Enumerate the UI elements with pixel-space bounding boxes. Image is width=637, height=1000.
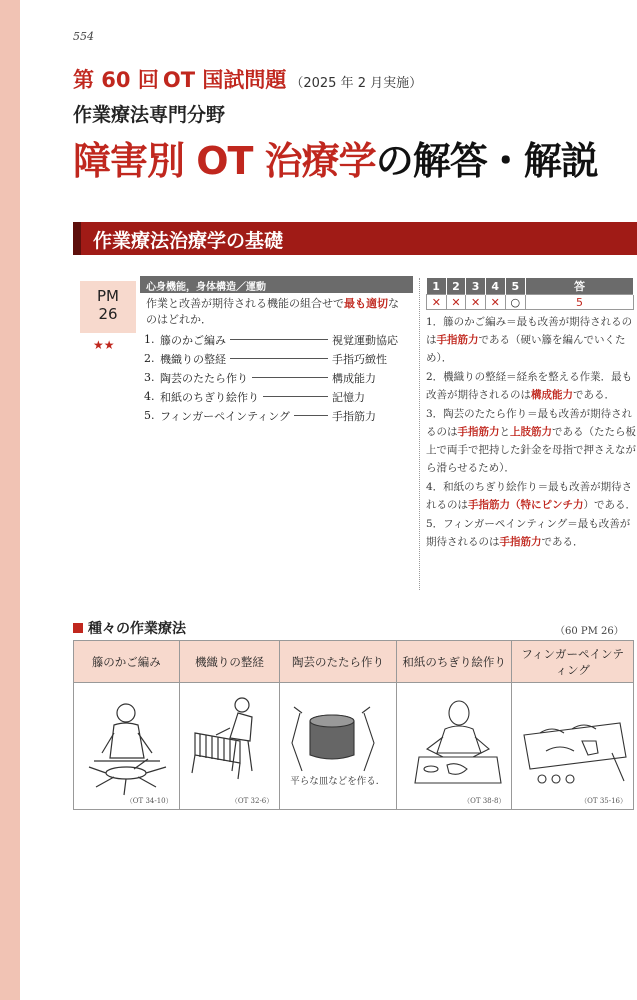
subsection-ref: （60 PM 26） (555, 626, 624, 637)
warping-illustration (180, 683, 281, 810)
table-column (280, 641, 397, 809)
explanation-highlight: 構成能力 (531, 389, 573, 401)
option-number: 1. (144, 333, 155, 346)
option-number: 2. (144, 352, 155, 365)
side-color-strip (0, 0, 20, 1000)
grid-mark-cell: ✕ (427, 295, 447, 310)
table-column (397, 641, 513, 809)
option-dash (230, 339, 328, 340)
option-activity: 籐のかご編み (160, 333, 226, 347)
explanation-text: である． (541, 536, 584, 548)
explanation-text: 1．籐のかご編み＝最も改善が期待されるのは (426, 316, 633, 346)
option-activity: 和紙のちぎり絵作り (160, 390, 259, 404)
explanation-item (426, 313, 636, 367)
explanation-text: 3．陶芸のたたら作り＝最も改善が期待されるのは (426, 408, 633, 438)
basket-weaving-illustration (74, 683, 180, 810)
option-4 (144, 387, 414, 406)
explanation-text: 2．機織りの整経＝経糸を整える作業．最も改善が期待されるのは (426, 371, 633, 401)
finger-painting-illustration (512, 683, 633, 810)
question-category: 心身機能，身体構造／運動 (140, 276, 413, 293)
page-number: 554 (73, 30, 94, 43)
question-text-a: 作業と改善が期待される機能の組合せで (146, 297, 344, 310)
option-dash (263, 396, 328, 397)
option-number: 3. (144, 371, 155, 384)
grid-header-cell: 2 (446, 278, 466, 295)
option-function: 構成能力 (332, 371, 376, 385)
explanation-highlight: 上肢筋力 (510, 426, 552, 438)
column-header: 和紙のちぎり絵作り (397, 641, 512, 683)
main-title (73, 130, 598, 185)
figure-ref: （OT 34-10） (125, 797, 173, 805)
grid-mark-cell: ✕ (485, 295, 505, 310)
illustration-cell (397, 683, 512, 809)
figure-ref: （OT 38-8） (463, 797, 506, 805)
option-dash (230, 358, 328, 359)
option-5 (144, 406, 414, 425)
main-title-red: 障害別 OT 治療学 (73, 139, 376, 183)
grid-header-cell: 答 (526, 278, 634, 295)
question-text-b: なのはどれか． (146, 297, 399, 326)
question-options (144, 330, 414, 425)
explanation-item (426, 515, 636, 551)
question-text (146, 296, 408, 328)
option-function: 手指巧緻性 (332, 352, 387, 366)
pottery-illustration (280, 683, 397, 810)
grid-mark-cell: ✕ (446, 295, 466, 310)
illustration-cell (512, 683, 633, 809)
figure-ref: （OT 35-16） (580, 797, 627, 805)
column-header: フィンガーペインティング (512, 641, 633, 683)
question-number: 26 (98, 305, 118, 323)
grid-header-cell: 5 (505, 278, 525, 295)
answer-grid-row (427, 295, 634, 310)
therapy-table (73, 640, 634, 810)
grid-answer-cell: 5 (526, 295, 634, 310)
explanation-text: である． (573, 389, 615, 401)
explanation-text: 4．和紙のちぎり絵作り＝最も改善が期待されるのは (426, 481, 633, 511)
grid-header-cell: 1 (427, 278, 447, 295)
explanation-highlight: 手指筋力 (499, 536, 542, 548)
illustration-cell (280, 683, 396, 809)
subsection-title (73, 618, 186, 638)
option-1 (144, 330, 414, 349)
question-label (80, 281, 136, 333)
grid-mark-cell: ○ (505, 295, 525, 310)
option-number: 4. (144, 390, 155, 403)
illustration-caption: 平らな皿などを作る． (290, 776, 386, 787)
exam-name: OT 国試問題 (162, 68, 287, 92)
explanation-text: 5．フィンガーペインティング＝最も改善が期待されるのは (426, 518, 631, 548)
option-3 (144, 368, 414, 387)
column-header: 籐のかご編み (74, 641, 179, 683)
table-column (180, 641, 281, 809)
option-activity: 機織りの整経 (160, 352, 226, 366)
red-square-icon (73, 623, 83, 633)
explanation-highlight: 手指筋力 (457, 426, 500, 438)
answer-grid-header (427, 278, 634, 295)
exam-number: 第 60 回 (73, 68, 159, 92)
explanation-item (426, 478, 636, 514)
column-header: 機織りの整経 (180, 641, 280, 683)
option-activity: フィンガーペインティング (160, 409, 291, 423)
difficulty-stars: ★★ (93, 338, 115, 352)
explanation-item (426, 368, 636, 404)
explanation-highlight: 手指筋力 (436, 334, 479, 346)
field-title: 作業療法専門分野 (73, 104, 226, 126)
explanation-text: である（硬い籐を編んでいくため）． (426, 334, 626, 364)
explanation-text: ）である． (583, 499, 636, 511)
option-2 (144, 349, 414, 368)
option-function: 視覚運動協応 (332, 333, 398, 347)
answer-grid (426, 278, 634, 310)
illustration-cell (74, 683, 179, 809)
option-number: 5. (144, 409, 155, 422)
paper-collage-illustration (397, 683, 513, 810)
column-header: 陶芸のたたら作り (280, 641, 396, 683)
question-text-highlight: 最も適切 (344, 297, 388, 310)
table-column (74, 641, 180, 809)
option-activity: 陶芸のたたら作り (160, 371, 248, 385)
explanation-item (426, 405, 636, 477)
main-title-black: の解答・解説 (375, 139, 598, 183)
grid-header-cell: 3 (466, 278, 486, 295)
figure-ref: （OT 32-6） (230, 797, 274, 805)
explanation-text: である（たたら板上で両手で把持した針金を母指で押さえながら滑らせるため）． (426, 426, 636, 474)
question-session: PM (97, 287, 119, 305)
illustration-cell (180, 683, 280, 809)
column-divider (419, 278, 420, 590)
option-function: 記憶力 (332, 390, 365, 404)
option-dash (252, 377, 328, 378)
subsection-title-text: 種々の作業療法 (88, 621, 186, 637)
explanations (426, 313, 636, 552)
explanation-highlight: 手指筋力（特にピンチ力 (468, 499, 584, 511)
exam-title (73, 64, 422, 94)
section-title: 作業療法治療学の基礎 (73, 222, 637, 255)
exam-date: （2025 年 2 月実施） (290, 76, 423, 91)
table-column (512, 641, 633, 809)
option-function: 手指筋力 (332, 409, 376, 423)
grid-header-cell: 4 (485, 278, 505, 295)
option-dash (294, 415, 328, 416)
explanation-text: と (499, 426, 510, 438)
grid-mark-cell: ✕ (466, 295, 486, 310)
